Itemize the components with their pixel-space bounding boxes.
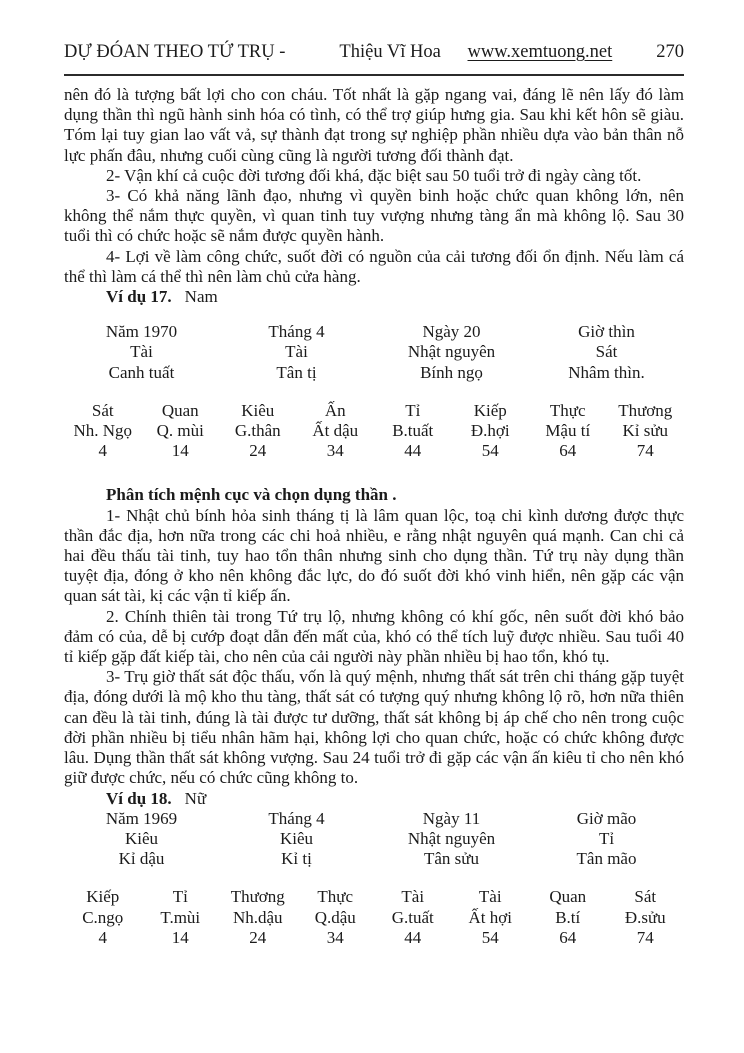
luck-pillar: Mậu tí <box>545 421 591 441</box>
pillar-ganzhi: Kỉ dậu <box>118 849 165 869</box>
luck-age: 74 <box>636 441 654 461</box>
luck-star: Kiêu <box>241 400 275 420</box>
luck-column <box>297 401 375 462</box>
author-name: Thiệu Vĩ Hoa <box>339 42 441 62</box>
example-18-pillars-table <box>64 809 684 870</box>
luck-age: 24 <box>249 441 267 461</box>
pillar-date: Năm 1969 <box>105 808 178 828</box>
intro-paragraph-3: 3- Có khả năng lãnh đạo, nhưng vì quyền binh hoặc chức quan không lớn, nên không thể nắm thực quyền, vì quan tinh tuy vượng nhưng tàng ẩn mà không lộ. Sau 30 tuổi thì có chức hoặc sẽ nắm được quyền hành. <box>64 186 684 246</box>
pillar-star: Nhật nguyên <box>407 828 496 848</box>
luck-star: Sát <box>91 400 114 420</box>
analysis-paragraph-1: 1- Nhật chủ bính hỏa sinh tháng tị là lâm quan lộc, toạ chi kình dương được thực thần đắc địa, hơn nữa trong các chi hoả nhiều, e rằng nhật nguyên quá mạnh. Can chi cả hai đều thấu tài tinh, tuy hao tổn thân nhưng sinh cho dụng thần. Tứ trụ này dụng thần tuyệt địa, đóng ở kho nên không đắc lực, do đó suốt đời khó vinh hiển, nên gặp các vận quan sát tài, kị các vận tỉ kiếp ấn. <box>64 505 684 606</box>
intro-paragraph-1: nên đó là tượng bất lợi cho con cháu. Tốt nhất là gặp ngang vai, đáng lẽ nên lấy đó làm dụng thần thì ngũ hành sinh hóa có tình, có thể trợ giúp hưng gia. Sau khi kết hôn sẽ giàu. Tóm lại tuy gian lao vất vả, sự thành đạt trong sự nghiệp phần nhiều dựa vào bản thân nỗ lực phấn đâu, nhưng cuối cùng cũng là người tương đối thành đạt. <box>64 85 684 165</box>
luck-star: Kiếp <box>473 400 507 420</box>
luck-star: Sát <box>634 887 657 907</box>
luck-column <box>219 401 297 462</box>
luck-star: Quan <box>549 887 587 907</box>
pillar-star: Tài <box>130 342 153 362</box>
luck-age: 44 <box>404 927 422 947</box>
luck-star: Quan <box>161 400 199 420</box>
analysis-heading: Phân tích mệnh cục và chọn dụng thần . <box>106 485 397 505</box>
luck-star: Tài <box>478 887 502 907</box>
pillar-date: Năm 1970 <box>105 322 178 342</box>
luck-age: 54 <box>481 441 499 461</box>
luck-column <box>607 401 685 462</box>
pillar-date: Ngày 20 <box>422 322 481 342</box>
luck-pillar: Nh. Ngọ <box>73 421 133 441</box>
pillar-star: Tỉ <box>598 828 615 848</box>
pillar-ganzhi: Canh tuất <box>108 362 175 382</box>
example-17-luck-cycle-table <box>64 401 684 462</box>
luck-pillar: Q.dậu <box>314 907 356 927</box>
intro-paragraph-2: 2- Vận khí cả cuộc đời tương đối khá, đặc biệt sau 50 tuổi trở đi ngày càng tốt. <box>106 165 642 185</box>
luck-age: 14 <box>171 441 189 461</box>
page-body <box>64 85 684 948</box>
pillar-ganzhi: Tân sửu <box>423 849 479 869</box>
luck-column <box>452 401 530 462</box>
luck-column <box>374 887 452 948</box>
example-18-gender: Nữ <box>184 788 207 808</box>
pillar-ganzhi: Tân mão <box>576 849 637 869</box>
pillar-date: Giờ thìn <box>578 322 635 342</box>
luck-column <box>64 401 142 462</box>
pillar-date: Tháng 4 <box>268 322 325 342</box>
website-link: www.xemtuong.net <box>467 42 613 62</box>
luck-column <box>607 887 685 948</box>
intro-paragraph-4: 4- Lợi về làm công chức, suốt đời có nguồn của cải tương đối ổn định. Nếu làm cá thể thì làm cá thể thì nên làm chủ cửa hàng. <box>64 246 684 286</box>
pillar-star: Kiêu <box>124 828 159 848</box>
header-divider <box>64 74 684 76</box>
pillar-ganzhi: Tân tị <box>276 362 317 382</box>
luck-age: 74 <box>636 927 654 947</box>
example-17-label <box>64 287 684 307</box>
luck-pillar: Ất dậu <box>312 421 359 441</box>
luck-star: Ấn <box>324 400 346 420</box>
pillar-column-year <box>64 322 219 383</box>
pillar-ganzhi: Kỉ tị <box>281 849 312 869</box>
luck-pillar: Đ.sửu <box>624 907 666 927</box>
luck-age: 14 <box>171 927 189 947</box>
luck-star: Thương <box>618 400 673 420</box>
luck-pillar: Nh.dậu <box>232 907 283 927</box>
luck-age: 64 <box>559 441 577 461</box>
pillar-column-hour <box>529 809 684 870</box>
example-18-luck-cycle-table <box>64 887 684 948</box>
pillar-star: Sát <box>595 342 618 362</box>
luck-star: Thực <box>317 887 354 907</box>
luck-column <box>374 401 452 462</box>
page-header <box>64 42 684 63</box>
luck-pillar: Q. mùi <box>156 421 204 441</box>
luck-pillar: G.thân <box>234 421 281 441</box>
luck-column <box>142 887 220 948</box>
pillar-column-year <box>64 809 219 870</box>
luck-star: Tỉ <box>172 887 188 907</box>
luck-age: 64 <box>559 927 577 947</box>
pillar-column-month <box>219 322 374 383</box>
book-title: DỰ ĐÓAN THEO TỨ TRỤ - <box>64 42 286 62</box>
pillar-column-day <box>374 809 529 870</box>
luck-pillar: Đ.hợi <box>470 421 510 441</box>
luck-pillar: B.tuất <box>392 421 434 441</box>
pillar-star: Kiêu <box>279 828 314 848</box>
example-17-gender: Nam <box>184 287 218 307</box>
pillar-date: Giờ mão <box>576 808 637 828</box>
luck-pillar: Ất hợi <box>468 907 512 927</box>
luck-star: Thương <box>230 887 285 907</box>
luck-age: 34 <box>326 441 344 461</box>
luck-column <box>64 887 142 948</box>
luck-column <box>529 887 607 948</box>
luck-column <box>452 887 530 948</box>
luck-pillar: Kỉ sửu <box>622 421 669 441</box>
luck-age: 54 <box>481 927 499 947</box>
example-18-label <box>64 789 684 809</box>
example-17-number: Ví dụ 17. <box>106 287 172 307</box>
example-18-number: Ví dụ 18. <box>106 788 172 808</box>
page-number: 270 <box>656 42 684 62</box>
luck-star: Tỉ <box>405 400 421 420</box>
pillar-date: Ngày 11 <box>422 808 481 828</box>
pillar-ganzhi: Nhâm thìn. <box>568 362 645 382</box>
luck-column <box>297 887 375 948</box>
pillar-star: Nhật nguyên <box>407 342 496 362</box>
pillar-column-day <box>374 322 529 383</box>
pillar-column-month <box>219 809 374 870</box>
analysis-paragraph-2: 2. Chính thiên tài trong Tứ trụ lộ, nhưng không có khí gốc, nên suốt đời khó bảo đảm có của, dễ bị cướp đoạt dẫn đến mất của, khó có thể tích luỹ được nhiều. Sau tuổi 40 tỉ kiếp gặp đất kiếp tài, cho nên của cải người này phần nhiều bị hao tổn, khó tụ. <box>64 606 684 667</box>
pillar-date: Tháng 4 <box>268 808 325 828</box>
luck-age: 44 <box>404 441 422 461</box>
pillar-column-hour <box>529 322 684 383</box>
luck-age: 24 <box>249 927 267 947</box>
luck-star: Thực <box>549 400 586 420</box>
luck-star: Kiếp <box>86 887 120 907</box>
luck-column <box>142 401 220 462</box>
luck-pillar: C.ngọ <box>82 907 124 927</box>
luck-age: 34 <box>326 927 344 947</box>
luck-pillar: T.mùi <box>160 907 201 927</box>
luck-age: 4 <box>98 441 107 461</box>
luck-age: 4 <box>98 927 107 947</box>
luck-pillar: G.tuất <box>391 907 434 927</box>
analysis-paragraph-3: 3- Trụ giờ thất sát độc thấu, vốn là quý mệnh, nhưng thất sát trên chi tháng gặp tuyệt địa, đóng dưới là mộ kho thu tàng, thất sát có tượng quý nhưng không lộ rõ, hơn nữa thiên can đều là tài tinh, đúng là tài được tư dưỡng, thất sát không bị áp chế cho nên trong cuộc đời phần nhiều bị tiểu nhân hãm hại, không lợi cho quan chức, hoặc có chức không được lâu. Dụng thần thất sát không vượng. Sau 24 tuổi trở đi gặp các vận ấn kiêu tỉ cho nên khó giữ được chức, nếu có chức cũng không to. <box>64 667 684 788</box>
pillar-ganzhi: Bính ngọ <box>420 362 483 382</box>
luck-pillar: B.tí <box>555 907 581 927</box>
luck-star: Tài <box>401 887 425 907</box>
example-17-pillars-table <box>64 322 684 383</box>
luck-column <box>219 887 297 948</box>
luck-column <box>529 401 607 462</box>
pillar-star: Tài <box>285 342 308 362</box>
